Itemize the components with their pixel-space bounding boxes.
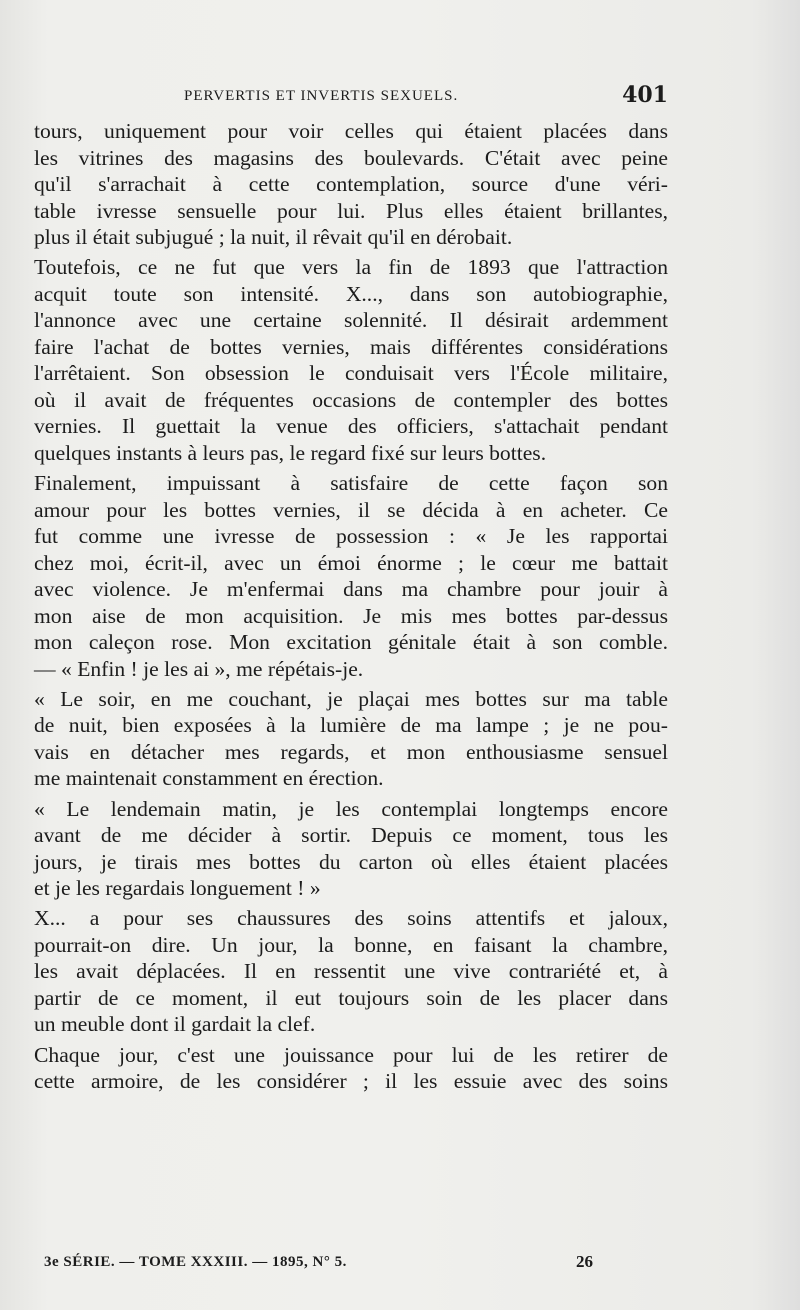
paragraph: [34, 686, 668, 792]
text-line: les vitrines des magasins des boulevards. C'était avec peine: [34, 145, 668, 170]
page-body-text: [34, 118, 668, 1095]
text-line: me maintenait constamment en érection.: [34, 766, 384, 791]
paragraph: [34, 118, 668, 251]
running-title: PERVERTIS ET INVERTIS SEXUELS.: [184, 88, 459, 104]
text-line: l'annonce avec une certaine solennité. Il désirait ardemment: [34, 308, 668, 333]
text-line: l'arrêtaient. Son obsession le conduisait vers l'École militaire,: [34, 361, 668, 386]
paragraph: [34, 1042, 668, 1095]
text-line: Chaque jour, c'est une jouissance pour lui de les retirer de: [34, 1042, 668, 1067]
text-line: les avait déplacées. Il en ressentit une vive contrariété et, à: [34, 959, 668, 984]
text-line: qu'il s'arrachait à cette contemplation, source d'une véri-: [34, 172, 668, 196]
text-line: X... a pour ses chaussures des soins attentifs et jaloux,: [34, 906, 668, 931]
text-line: Toutefois, ce ne fut que vers la fin de 1893 que l'attraction: [34, 255, 668, 280]
text-line: avec violence. Je m'enfermai dans ma chambre pour jouir à: [34, 577, 668, 602]
text-line: plus il était subjugué ; la nuit, il rêvait qu'il en dérobait.: [34, 225, 513, 249]
text-line: — « Enfin ! je les ai », me répétais-je.: [34, 656, 364, 681]
page-header: [34, 82, 668, 110]
paragraph: [34, 796, 668, 902]
text-line: un meuble dont il gardait la clef.: [34, 1012, 316, 1037]
text-line: pourrait-on dire. Un jour, la bonne, en faisant la chambre,: [34, 932, 668, 957]
paragraph: [34, 254, 668, 466]
text-line: et je les regardais longuement ! »: [34, 876, 321, 901]
text-line: amour pour les bottes vernies, il se décida à en acheter. Ce: [34, 497, 668, 522]
text-line: faire l'achat de bottes vernies, mais différentes considérations: [34, 334, 668, 359]
text-line: mon aise de mon acquisition. Je mis mes bottes par-dessus: [34, 603, 668, 628]
text-line: fut comme une ivresse de possession : « Je les rapportai: [34, 524, 668, 549]
text-line: table ivresse sensuelle pour lui. Plus elles étaient brillantes,: [34, 198, 668, 223]
text-line: de nuit, bien exposées à la lumière de ma lampe ; je ne pou-: [34, 713, 668, 738]
text-line: vais en détacher mes regards, et mon enthousiasme sensuel: [34, 739, 668, 764]
page-number: 401: [622, 82, 668, 108]
text-line: acquit toute son intensité. X..., dans son autobiographie,: [34, 281, 668, 306]
text-line: partir de ce moment, il eut toujours soin de les placer dans: [34, 985, 668, 1010]
text-line: avant de me décider à sortir. Depuis ce moment, tous les: [34, 823, 668, 848]
paragraph: [34, 905, 668, 1038]
text-line: Finalement, impuissant à satisfaire de cette façon son: [34, 471, 668, 496]
text-line: « Le soir, en me couchant, je plaçai mes bottes sur ma table: [34, 686, 668, 711]
text-line: chez moi, écrit-il, avec un émoi énorme ; le cœur me battait: [34, 550, 668, 575]
text-line: cette armoire, de les considérer ; il les essuie avec des soins: [34, 1069, 668, 1094]
paragraph: [34, 470, 668, 682]
text-line: tours, uniquement pour voir celles qui étaient placées dans: [34, 119, 668, 143]
text-line: vernies. Il guettait la venue des officiers, s'attachait pendant: [34, 414, 668, 439]
text-line: jours, je tirais mes bottes du carton où elles étaient placées: [34, 849, 668, 874]
text-line: quelques instants à leurs pas, le regard fixé sur leurs bottes.: [34, 440, 547, 465]
text-line: où il avait de fréquentes occasions de contempler des bottes: [34, 387, 668, 412]
series-info: 3e SÉRIE. — TOME XXXIII. — 1895, N° 5.: [44, 1254, 347, 1270]
sheet-number: 26: [576, 1252, 593, 1271]
text-line: mon caleçon rose. Mon excitation génitale était à son comble.: [34, 630, 668, 655]
text-line: « Le lendemain matin, je les contemplai longtemps encore: [34, 796, 668, 821]
